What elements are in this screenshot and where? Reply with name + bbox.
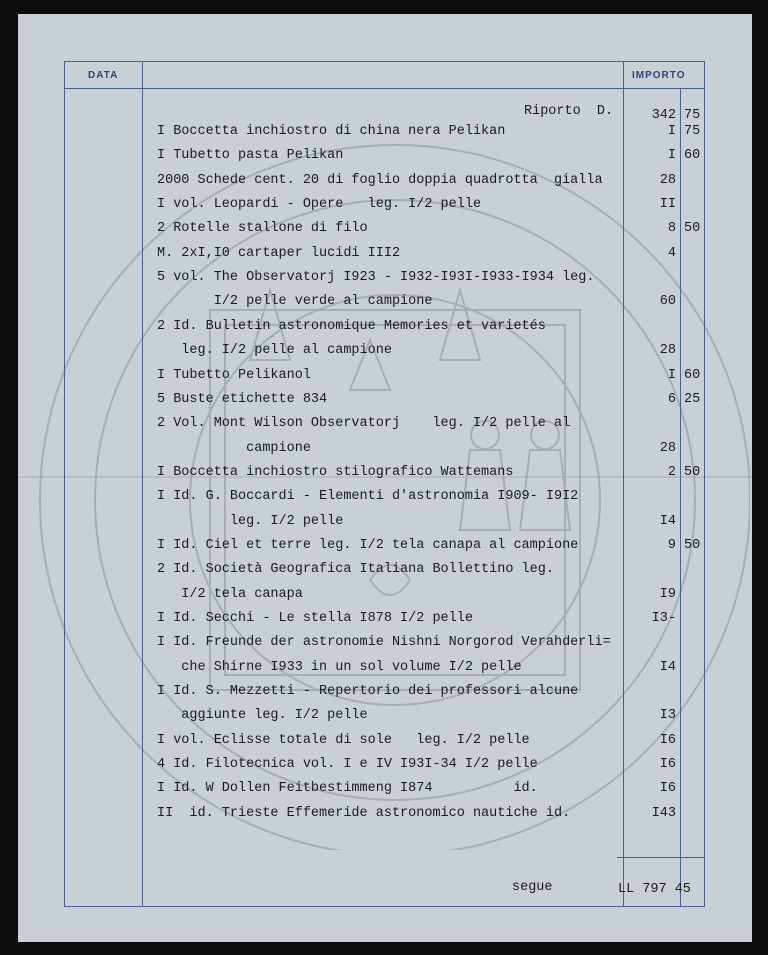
line-item-cent: 50 (684, 221, 701, 236)
line-item-description: I vol. Eclisse totale di sole leg. I/2 pelle (157, 733, 530, 748)
line-item-description: aggiunte leg. I/2 pelle (157, 708, 368, 723)
continues-label: segue (512, 880, 553, 895)
header-rule (64, 88, 705, 89)
line-item-description: I Id. Ciel et terre leg. I/2 tela canapa al campione (157, 538, 579, 553)
line-item-description: I Id. Secchi - Le stella I878 I/2 pelle (157, 611, 473, 626)
line-item-description: 2 Rotelle stallone di filo (157, 221, 368, 236)
line-item-lire: 9 (667, 538, 676, 553)
line-item-description: I vol. Leopardi - Opere leg. I/2 pelle (157, 197, 482, 212)
line-item-description: I Tubetto pasta Pelikan (157, 148, 344, 163)
line-item-lire: I4 (659, 660, 676, 675)
line-item-lire: II (659, 197, 676, 212)
line-item-description: leg. I/2 pelle (157, 514, 344, 529)
line-item-lire: I4 (659, 514, 676, 529)
line-item-lire: 2 (667, 465, 676, 480)
line-item-lire: 28 (659, 441, 676, 456)
line-item-description: I Id. Freunde der astronomie Nishni Norgorod Verahderli= (157, 635, 611, 650)
line-item-lire: I3 (659, 708, 676, 723)
line-item-description: I Tubetto Pelikanol (157, 368, 311, 383)
line-item-description: 2 Id. Bulletin astronomique Memories et varietés (157, 319, 546, 334)
line-item-description: 5 Buste etichette 834 (157, 392, 328, 407)
line-item-description: I/2 tela canapa (157, 587, 303, 602)
line-item-lire: I3- (651, 611, 676, 626)
line-item-lire: I43 (651, 806, 676, 821)
total-rule (617, 857, 705, 858)
carried-forward-cent: 75 (684, 108, 701, 123)
line-item-cent: 60 (684, 148, 701, 163)
line-item-lire: I (667, 124, 676, 139)
line-item-lire: 6 (667, 392, 676, 407)
line-item-lire: I (667, 368, 676, 383)
line-item-lire: I6 (659, 781, 676, 796)
line-item-description: 2 Vol. Mont Wilson Observatorj leg. I/2 pelle al (157, 416, 571, 431)
date-column-divider (142, 61, 143, 907)
line-item-description: leg. I/2 pelle al campione (157, 343, 392, 358)
line-item-description: che Shirne I933 in un sol volume I/2 pelle (157, 660, 522, 675)
line-item-lire: 60 (659, 294, 676, 309)
line-item-description: I Id. G. Boccardi - Elementi d'astronomia I909- I9I2 (157, 489, 579, 504)
line-item-description: campione (157, 441, 311, 456)
line-item-description: 2000 Schede cent. 20 di foglio doppia quadrotta gialla (157, 173, 603, 188)
carried-forward-lire: 342 (651, 108, 676, 123)
line-item-lire: 8 (667, 221, 676, 236)
line-item-description: I Boccetta inchiostro stilografico Wattemans (157, 465, 514, 480)
line-item-cent: 60 (684, 368, 701, 383)
line-item-cent: 75 (684, 124, 701, 139)
line-item-lire: I (667, 148, 676, 163)
line-item-cent: 25 (684, 392, 701, 407)
line-item-lire: I6 (659, 733, 676, 748)
line-item-cent: 50 (684, 465, 701, 480)
line-item-description: 4 Id. Filotecnica vol. I e IV I93I-34 I/2 pelle (157, 757, 538, 772)
line-item-lire: 28 (659, 343, 676, 358)
line-item-description: 5 vol. The Observatorj I923 - I932-I93I-I933-I934 leg. (157, 270, 595, 285)
line-item-description: M. 2xI,I0 cartaper lucidi III2 (157, 246, 401, 261)
line-item-description: I Id. W Dollen Feitbestimmeng I874 id. (157, 781, 538, 796)
line-item-cent: 50 (684, 538, 701, 553)
cents-column-divider (680, 88, 681, 907)
line-item-description: I/2 pelle verde al campione (157, 294, 433, 309)
line-item-description: I Boccetta inchiostro di china nera Pelikan (157, 124, 506, 139)
date-column-header: DATA (88, 70, 119, 81)
carried-forward-label: Riporto D. (524, 104, 614, 119)
line-item-description: II id. Trieste Effemeride astronomico nautiche id. (157, 806, 571, 821)
line-item-description: I Id. S. Mezzetti - Repertorio dei professori alcune (157, 684, 579, 699)
line-item-lire: I9 (659, 587, 676, 602)
amount-column-divider (623, 61, 624, 907)
total-amount: LL 797 45 (618, 882, 691, 897)
line-item-lire: 4 (667, 246, 676, 261)
line-item-lire: I6 (659, 757, 676, 772)
line-item-lire: 28 (659, 173, 676, 188)
amount-column-header: IMPORTO (632, 70, 686, 81)
line-item-description: 2 Id. Società Geografica Italiana Bollettino leg. (157, 562, 554, 577)
